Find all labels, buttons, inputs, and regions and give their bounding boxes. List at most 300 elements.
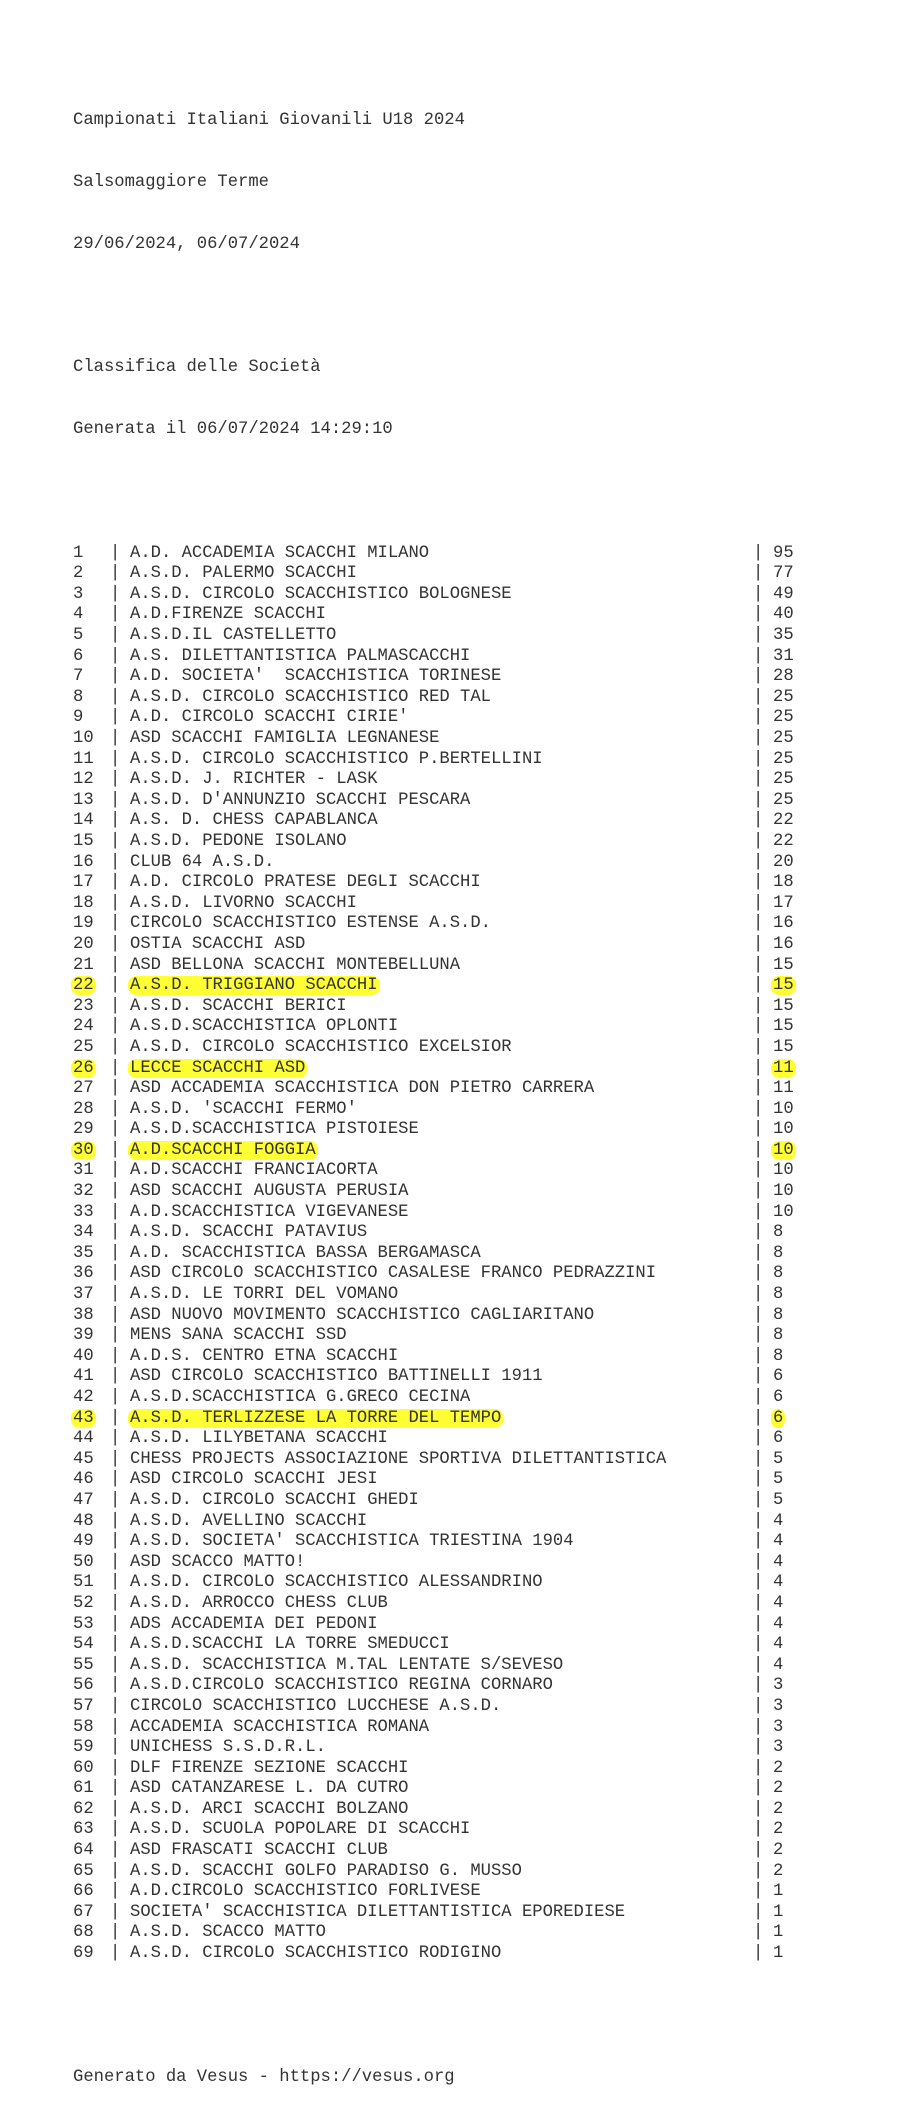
table-row — [73, 1861, 784, 1883]
table-row — [73, 1944, 784, 1965]
column-separator-text: | — [110, 1944, 121, 1964]
column-separator — [110, 1553, 120, 1574]
standings-table — [73, 543, 794, 1965]
column-separator-text: | — [110, 955, 121, 975]
table-row — [73, 831, 794, 853]
club-name-cell-text: A.S.D.SCACCHISTICA OPLONTI — [130, 1017, 399, 1037]
table-row — [73, 749, 794, 771]
points-cell-text: 25 — [773, 770, 794, 790]
column-separator — [110, 1161, 120, 1182]
column-separator-text: | — [110, 1696, 121, 1716]
club-name-cell-text: A.S.D. J. RICHTER - LASK — [130, 770, 378, 790]
club-name-cell-text: ASD SCACCO MATTO! — [130, 1552, 306, 1572]
points-cell-text: 8 — [773, 1326, 784, 1346]
column-separator — [110, 1223, 120, 1244]
rank-cell-text: 58 — [73, 1717, 94, 1737]
points-cell-text: 10 — [773, 1099, 794, 1119]
column-separator — [110, 997, 120, 1018]
table-row — [73, 543, 794, 565]
column-separator-text: | — [110, 976, 121, 996]
column-separator-text: | — [753, 1655, 764, 1675]
points-cell-text: 2 — [773, 1841, 784, 1861]
column-separator — [110, 1388, 120, 1409]
points-cell — [773, 791, 794, 812]
points-cell-text: 4 — [773, 1655, 784, 1675]
rank-cell-text: 38 — [73, 1305, 94, 1325]
club-name-cell-text: A.D.SCACCHI FRANCIACORTA — [130, 1161, 378, 1181]
table-row — [73, 1696, 784, 1718]
points-cell-text: 1 — [773, 1902, 784, 1922]
points-cell-text: 11 — [773, 1058, 794, 1078]
rank-cell-text: 5 — [73, 626, 84, 646]
column-separator — [110, 708, 120, 729]
column-separator — [110, 585, 120, 606]
rank-cell-text: 16 — [73, 852, 94, 872]
column-separator-text: | — [753, 667, 764, 687]
points-cell-text: 5 — [773, 1449, 784, 1469]
column-separator — [753, 1161, 763, 1182]
points-cell — [773, 1512, 783, 1533]
points-cell-text: 4 — [773, 1593, 784, 1613]
points-cell — [773, 564, 794, 585]
rank-cell — [73, 1388, 94, 1409]
rank-cell-text: 33 — [73, 1202, 94, 1222]
column-separator-text: | — [110, 1573, 121, 1593]
column-separator — [753, 1635, 763, 1656]
club-name-cell — [130, 1944, 501, 1965]
rank-cell — [73, 1223, 94, 1244]
rank-cell-text: 69 — [73, 1944, 94, 1964]
points-cell-text: 40 — [773, 605, 794, 625]
column-separator-text: | — [753, 852, 764, 872]
table-row — [73, 1285, 784, 1306]
column-separator-text: | — [110, 914, 121, 934]
column-separator-text: | — [753, 955, 764, 975]
table-row — [73, 1841, 784, 1862]
points-cell-text: 25 — [773, 687, 794, 707]
rank-cell-text: 13 — [73, 790, 94, 810]
rank-cell — [73, 1800, 94, 1821]
points-cell — [773, 1923, 783, 1944]
column-separator-text: | — [753, 626, 764, 646]
rank-cell — [73, 1841, 94, 1862]
column-separator-text: | — [753, 873, 764, 893]
club-name-cell — [130, 605, 326, 626]
rank-cell-text: 32 — [73, 1182, 94, 1202]
column-separator — [110, 894, 120, 915]
club-name-cell-text: CLUB 64 A.S.D. — [130, 852, 275, 872]
rank-cell-text: 66 — [73, 1882, 94, 1902]
column-separator — [110, 935, 120, 956]
club-name-cell — [130, 1491, 419, 1512]
rank-cell — [73, 1450, 94, 1471]
club-name-cell — [130, 935, 305, 956]
rank-cell — [73, 1594, 94, 1615]
column-separator — [753, 1306, 763, 1327]
rank-cell-text: 34 — [73, 1223, 94, 1243]
rank-cell-text: 36 — [73, 1264, 94, 1284]
column-separator — [110, 647, 120, 668]
column-separator-text: | — [110, 1140, 121, 1160]
column-separator — [110, 1203, 120, 1224]
points-cell — [773, 1306, 783, 1327]
column-separator-text: | — [110, 1202, 121, 1222]
column-separator-text: | — [110, 1408, 121, 1428]
column-separator-text: | — [110, 1490, 121, 1510]
column-separator-text: | — [110, 749, 121, 769]
club-name-cell-text: A.S.D. SCACCO MATTO — [130, 1923, 326, 1943]
column-separator — [110, 1882, 120, 1903]
club-name-cell-text: A.D. SCACCHISTICA BASSA BERGAMASCA — [130, 1243, 481, 1263]
column-separator — [110, 811, 120, 832]
rank-cell-text: 8 — [73, 687, 84, 707]
club-name-cell — [130, 1223, 367, 1244]
column-separator-text: | — [110, 1861, 121, 1881]
column-separator-text: | — [110, 1388, 121, 1407]
points-cell-text: 8 — [773, 1264, 784, 1284]
column-separator-text: | — [753, 1449, 764, 1469]
club-name-cell — [130, 1388, 470, 1409]
column-separator — [753, 729, 763, 750]
column-separator — [110, 750, 120, 771]
club-name-cell-text: SOCIETA' SCACCHISTICA DILETTANTISTICA EPOREDIESE — [130, 1902, 626, 1922]
table-row — [73, 1614, 784, 1636]
club-name-cell — [130, 1779, 408, 1800]
points-cell-text: 2 — [773, 1861, 784, 1881]
column-separator-text: | — [753, 976, 764, 996]
table-row — [73, 1470, 784, 1491]
rank-cell — [73, 750, 94, 771]
column-separator-text: | — [753, 708, 764, 728]
rank-cell-text: 67 — [73, 1902, 94, 1922]
column-separator-text: | — [753, 1490, 764, 1510]
table-row — [73, 770, 794, 791]
rank-cell-text: 3 — [73, 584, 84, 604]
points-cell-text: 10 — [773, 1161, 794, 1181]
club-name-cell-text: ASD CIRCOLO SCACCHISTICO CASALESE FRANCO PEDRAZZINI — [130, 1264, 657, 1284]
table-row — [73, 667, 794, 688]
column-separator — [110, 1491, 120, 1512]
rank-cell-text: 22 — [73, 976, 94, 996]
table-row — [73, 1140, 794, 1162]
club-name-cell — [130, 1882, 481, 1903]
column-separator-text: | — [753, 1573, 764, 1593]
column-separator — [110, 1409, 120, 1430]
column-separator-text: | — [753, 1305, 764, 1325]
column-separator — [110, 1820, 120, 1841]
points-cell — [773, 1470, 783, 1491]
club-name-cell — [130, 1841, 388, 1862]
column-separator-text: | — [753, 1635, 764, 1655]
table-row — [73, 873, 794, 894]
rank-cell-text: 46 — [73, 1470, 94, 1490]
points-cell-text: 35 — [773, 626, 794, 646]
column-separator — [110, 688, 120, 709]
column-separator-text: | — [110, 1511, 121, 1531]
rank-cell — [73, 1306, 94, 1327]
points-cell — [773, 770, 794, 791]
column-separator — [753, 1697, 763, 1718]
table-row — [73, 708, 794, 729]
table-row — [73, 996, 794, 1018]
rank-cell-text: 57 — [73, 1696, 94, 1716]
points-cell-text: 6 — [773, 1408, 784, 1428]
points-cell-text: 1 — [773, 1882, 784, 1902]
club-name-cell-text: A.S.D. SCACCHI GOLFO PARADISO G. MUSSO — [130, 1861, 522, 1881]
club-name-cell — [130, 976, 380, 997]
points-cell-text: 8 — [773, 1305, 784, 1325]
column-separator — [753, 1491, 763, 1512]
club-name-cell-text: A.S.D.SCACCHI LA TORRE SMEDUCCI — [130, 1635, 450, 1655]
table-row — [73, 1429, 784, 1450]
column-separator-text: | — [110, 1738, 121, 1758]
rank-cell-text: 31 — [73, 1161, 94, 1181]
column-separator — [753, 564, 763, 585]
generated-timestamp: Generata il 06/07/2024 14:29:10 — [73, 420, 393, 440]
points-cell-text: 3 — [773, 1717, 784, 1737]
points-cell — [773, 1429, 783, 1450]
column-separator — [110, 1306, 120, 1327]
rank-cell-text: 63 — [73, 1820, 94, 1840]
club-name-cell-text: ASD SCACCHI FAMIGLIA LEGNANESE — [130, 729, 440, 748]
club-name-cell — [130, 750, 543, 771]
column-separator-text: | — [753, 996, 764, 1016]
club-name-cell-text: A.S.D.IL CASTELLETTO — [130, 626, 337, 646]
rank-cell-text: 52 — [73, 1593, 94, 1613]
column-separator — [753, 1718, 763, 1739]
club-name-cell — [130, 1450, 666, 1471]
points-cell-text: 10 — [773, 1182, 794, 1202]
points-cell-text: 95 — [773, 543, 794, 563]
points-cell — [773, 1182, 794, 1203]
club-name-cell — [130, 791, 470, 812]
column-separator — [753, 853, 763, 874]
column-separator — [110, 1285, 120, 1306]
column-separator — [110, 1738, 120, 1759]
column-separator-text: | — [110, 1593, 121, 1613]
points-cell-text: 6 — [773, 1429, 784, 1449]
club-name-cell-text: A.S.D. ARCI SCACCHI BOLZANO — [130, 1799, 409, 1819]
column-separator-text: | — [753, 646, 764, 666]
column-separator — [753, 1512, 763, 1533]
points-cell — [773, 1017, 794, 1038]
points-cell-text: 25 — [773, 790, 794, 810]
points-cell — [773, 1820, 783, 1841]
rank-cell — [73, 1944, 94, 1965]
rank-cell — [73, 688, 83, 709]
club-name-cell-text: A.S.D. PALERMO SCACCHI — [130, 564, 357, 584]
club-name-cell-text: A.S.D. CIRCOLO SCACCHISTICO EXCELSIOR — [130, 1037, 512, 1057]
column-separator — [110, 956, 120, 977]
club-name-cell-text: A.D.S. CENTRO ETNA SCACCHI — [130, 1346, 399, 1366]
points-cell — [773, 688, 794, 709]
column-separator — [110, 1656, 120, 1677]
points-cell — [773, 997, 794, 1018]
column-separator-text: | — [753, 1182, 764, 1202]
column-separator — [110, 1429, 120, 1450]
club-name-cell — [130, 626, 336, 647]
table-row — [73, 1367, 784, 1388]
column-separator-text: | — [753, 1223, 764, 1243]
column-separator-text: | — [753, 1285, 764, 1305]
column-separator-text: | — [110, 1552, 121, 1572]
rank-cell — [73, 1367, 94, 1388]
column-separator-text: | — [753, 1408, 764, 1428]
club-name-cell-text: A.S.D. TERLIZZESE LA TORRE DEL TEMPO — [130, 1408, 502, 1428]
column-separator-text: | — [110, 1223, 121, 1243]
rank-cell-text: 11 — [73, 749, 94, 769]
points-cell-text: 4 — [773, 1532, 784, 1552]
column-separator-text: | — [753, 1099, 764, 1119]
column-separator — [753, 1800, 763, 1821]
rank-cell — [73, 1862, 94, 1883]
club-name-cell-text: A.S.D. ARROCCO CHESS CLUB — [130, 1593, 388, 1613]
club-name-cell-text: A.S.D. D'ANNUNZIO SCACCHI PESCARA — [130, 790, 471, 810]
club-name-cell — [130, 1059, 307, 1080]
column-separator-text: | — [753, 934, 764, 954]
points-cell — [773, 1388, 783, 1409]
club-name-cell-text: A.S.D. SCACCHISTICA M.TAL LENTATE S/SEVESO — [130, 1655, 564, 1675]
column-separator-text: | — [110, 1182, 121, 1202]
column-separator-text: | — [753, 1120, 764, 1140]
column-separator — [753, 1594, 763, 1615]
table-row — [73, 976, 794, 997]
table-row — [73, 1779, 784, 1800]
rank-cell-text: 55 — [73, 1655, 94, 1675]
column-separator — [110, 1120, 120, 1141]
rank-cell — [73, 935, 94, 956]
rank-cell — [73, 770, 94, 791]
column-separator-text: | — [110, 1037, 121, 1057]
column-separator — [110, 1779, 120, 1800]
column-separator — [110, 1017, 120, 1038]
rank-cell-text: 23 — [73, 996, 94, 1016]
points-cell — [773, 1367, 783, 1388]
table-row — [73, 1017, 794, 1038]
points-cell-text: 10 — [773, 1140, 794, 1160]
points-cell-text: 25 — [773, 708, 794, 728]
rank-cell — [73, 544, 83, 565]
table-row — [73, 1223, 784, 1244]
table-row — [73, 1635, 784, 1656]
club-name-cell-text: ASD FRASCATI SCACCHI CLUB — [130, 1841, 388, 1861]
table-row — [73, 1037, 794, 1059]
rank-cell-text: 41 — [73, 1367, 94, 1387]
points-cell — [773, 914, 794, 935]
club-name-cell-text: A.S.D. SCACCHI BERICI — [130, 996, 347, 1016]
table-row — [73, 1552, 784, 1574]
column-separator-text: | — [110, 543, 121, 563]
column-separator-text: | — [753, 1037, 764, 1057]
points-cell-text: 16 — [773, 934, 794, 954]
rank-cell — [73, 605, 83, 626]
club-name-cell — [130, 1656, 563, 1677]
column-separator-text: | — [753, 1470, 764, 1490]
table-row — [73, 1799, 784, 1821]
rank-cell — [73, 1409, 96, 1430]
club-name-cell-text: A.S.D. SCUOLA POPOLARE DI SCACCHI — [130, 1820, 471, 1840]
table-row — [73, 1532, 784, 1553]
column-separator — [753, 1553, 763, 1574]
column-separator-text: | — [110, 1779, 121, 1799]
club-name-cell-text: A.D.SCACCHISTICA VIGEVANESE — [130, 1202, 409, 1222]
rank-cell — [73, 1100, 94, 1121]
table-row — [73, 1058, 794, 1080]
club-name-cell — [130, 1203, 408, 1224]
tournament-title: Campionati Italiani Giovanili U18 2024 — [73, 111, 465, 131]
rank-cell-text: 42 — [73, 1388, 94, 1407]
table-row — [73, 1326, 784, 1347]
column-separator-text: | — [110, 1923, 121, 1943]
rank-cell — [73, 1882, 94, 1903]
column-separator — [110, 729, 120, 750]
club-name-cell — [130, 1862, 522, 1883]
rank-cell-text: 6 — [73, 646, 84, 666]
column-separator-text: | — [110, 770, 121, 790]
column-separator-text: | — [110, 934, 121, 954]
points-cell — [773, 1203, 794, 1224]
column-separator — [110, 605, 120, 626]
column-separator — [753, 1038, 763, 1059]
column-separator-text: | — [110, 1017, 121, 1037]
column-separator — [753, 1923, 763, 1944]
club-name-cell-text: A.S.D. 'SCACCHI FERMO' — [130, 1099, 357, 1119]
rank-cell-text: 7 — [73, 667, 84, 687]
column-separator — [753, 1100, 763, 1121]
club-name-cell — [130, 1470, 378, 1491]
club-name-cell — [130, 853, 274, 874]
table-row — [73, 1738, 784, 1759]
points-cell-text: 8 — [773, 1223, 784, 1243]
column-separator-text: | — [110, 852, 121, 872]
column-separator — [753, 956, 763, 977]
club-name-cell — [130, 1244, 481, 1265]
points-cell-text: 3 — [773, 1696, 784, 1716]
column-separator — [753, 1532, 763, 1553]
points-cell-text: 49 — [773, 584, 794, 604]
column-separator — [753, 1615, 763, 1636]
club-name-cell — [130, 1038, 512, 1059]
column-separator — [753, 791, 763, 812]
points-cell — [773, 626, 794, 647]
rank-cell — [73, 626, 83, 647]
table-row — [73, 1388, 784, 1409]
points-cell-text: 16 — [773, 914, 794, 934]
column-separator — [110, 1100, 120, 1121]
club-name-cell-text: A.S.D. SOCIETA' SCACCHISTICA TRIESTINA 1904 — [130, 1532, 574, 1552]
club-name-cell-text: OSTIA SCACCHI ASD — [130, 934, 306, 954]
column-separator — [753, 585, 763, 606]
points-cell — [773, 1079, 794, 1100]
rank-cell-text: 40 — [73, 1346, 94, 1366]
column-separator — [753, 1120, 763, 1141]
rank-cell — [73, 853, 94, 874]
column-separator — [753, 1347, 763, 1368]
rank-cell — [73, 1718, 94, 1739]
points-cell — [773, 708, 794, 729]
club-name-cell — [130, 564, 357, 585]
rank-cell-text: 44 — [73, 1429, 94, 1449]
club-name-cell — [130, 1100, 357, 1121]
club-name-cell-text: A.S. D. CHESS CAPABLANCA — [130, 811, 378, 831]
rank-cell-text: 60 — [73, 1758, 94, 1778]
points-cell — [773, 873, 794, 894]
club-name-cell — [130, 667, 501, 688]
table-row — [73, 1079, 794, 1100]
column-separator-text: | — [753, 729, 764, 748]
points-cell — [773, 1100, 794, 1121]
rank-cell — [73, 1779, 94, 1800]
